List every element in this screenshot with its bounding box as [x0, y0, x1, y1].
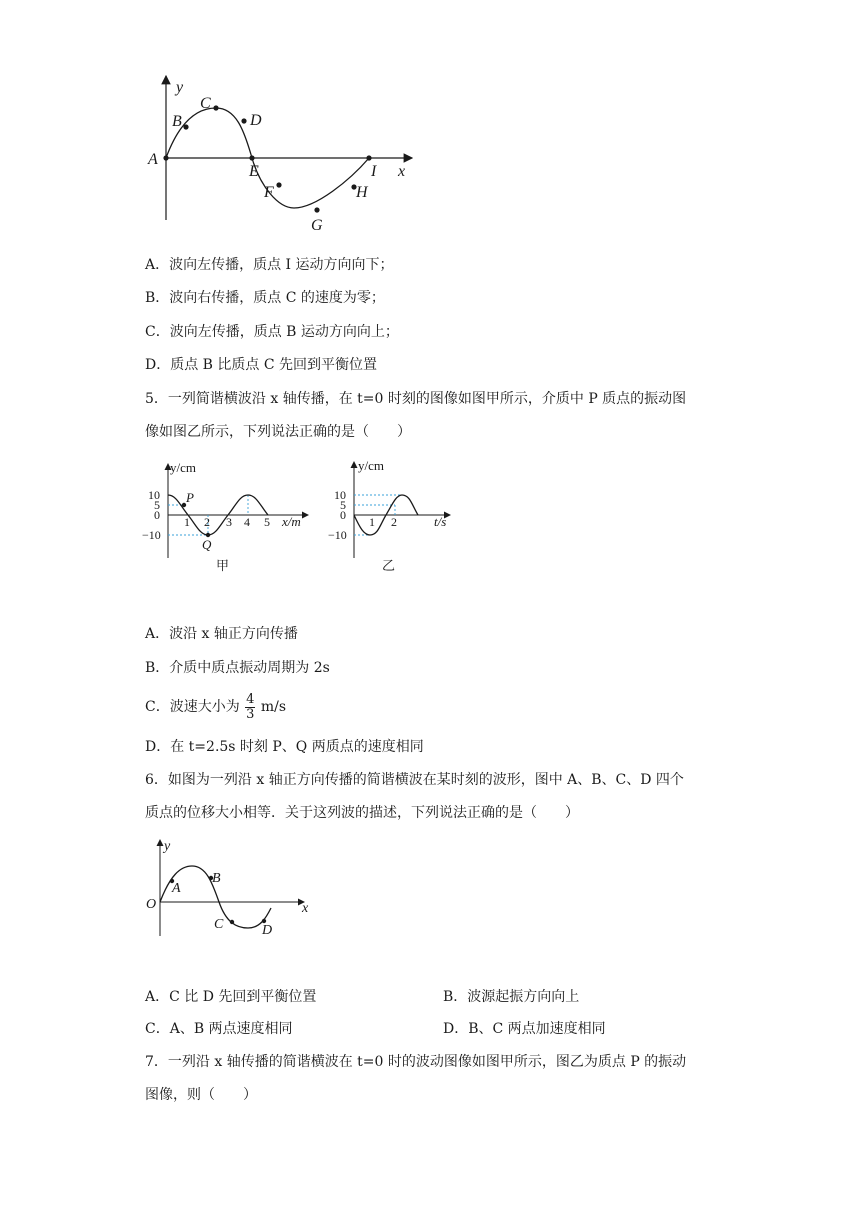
figure-label: y [164, 839, 171, 854]
q4-option-b: B．波向右传播，质点 C 的速度为零； [145, 290, 385, 306]
figure-label: 乙 [382, 558, 396, 573]
fraction-denominator: 3 [246, 706, 255, 722]
figure-label: P [186, 490, 194, 505]
point-E-label: E [249, 163, 259, 180]
figure-label: 10 [334, 488, 346, 502]
x-label: x [398, 163, 406, 180]
q4-option-c: C．波向左传播，质点 B 运动方向向上； [145, 324, 399, 340]
q5-option-c-prefix: C．波速大小为 [145, 699, 240, 715]
figure-label: 5 [154, 498, 160, 512]
point-G-label: G [311, 217, 323, 234]
figure-label: 2 [391, 515, 397, 529]
point-F-label: F [264, 184, 274, 201]
q4-option-d: D．质点 B 比质点 C 先回到平衡位置 [145, 357, 378, 373]
q5-stem-line2: 像如图乙所示，下列说法正确的是（ ） [145, 424, 411, 440]
figure-label: 3 [226, 515, 232, 529]
q5-option-d: D．在 t=2.5s 时刻 P、Q 两质点的速度相同 [145, 739, 424, 755]
q6-option-d: D．B、C 两点加速度相同 [443, 1021, 606, 1037]
wave-figure-jia [140, 458, 315, 578]
figure-label: x [302, 901, 309, 916]
point-H-label: H [356, 184, 368, 201]
fraction-numerator: 4 [246, 691, 255, 707]
point-I-label: I [371, 163, 377, 180]
figure-label: 5 [340, 498, 346, 512]
q7-stem-line2: 图像，则（ ） [145, 1087, 257, 1103]
point-B-label: B [172, 113, 182, 130]
figure-label: O [146, 897, 157, 912]
figure-label: Q [202, 537, 212, 552]
figure-label: A [172, 881, 181, 896]
figure-label: D [262, 923, 273, 938]
q6-option-a: A．C 比 D 先回到平衡位置 [145, 989, 317, 1005]
figure-label: 10 [148, 488, 160, 502]
figure-label: t/s [434, 514, 447, 529]
figure-label: 1 [184, 515, 190, 529]
q5-option-c [145, 690, 286, 724]
q6-stem-line1: 6．如图为一列沿 x 轴正方向传播的简谐横波在某时刻的波形，图中 A、B、C、D 四个 [145, 772, 684, 788]
q6-stem-line2: 质点的位移大小相等．关于这列波的描述，下列说法正确的是（ ） [145, 805, 579, 821]
q5-option-c-unit: m/s [260, 699, 287, 715]
figure-label: B [212, 871, 221, 886]
figure-label: −10 [328, 528, 347, 542]
figure-label: y/cm [358, 458, 384, 473]
q7-stem-line1: 7．一列沿 x 轴传播的简谐横波在 t=0 时的波动图像如图甲所示，图乙为质点 P 的振动 [145, 1054, 687, 1070]
q5-stem-line1: 5．一列简谐横波沿 x 轴传播，在 t=0 时刻的图像如图甲所示，介质中 P 质点的振动图 [145, 391, 687, 407]
vibration-figure-yi [318, 458, 458, 578]
figure-label: 2 [204, 515, 210, 529]
figure-label: C [214, 917, 224, 932]
figure-label: 4 [244, 515, 250, 529]
point-A-label: A [148, 151, 158, 168]
q6-option-c: C．A、B 两点速度相同 [145, 1021, 293, 1037]
q5-option-b: B．介质中质点振动周期为 2s [145, 660, 330, 676]
q6-option-b: B．波源起振方向向上 [443, 989, 580, 1005]
y-label: y [176, 79, 184, 96]
q5-option-a: A．波沿 x 轴正方向传播 [145, 626, 298, 642]
figure-label: 甲 [216, 558, 230, 573]
figure-label: y/cm [170, 460, 196, 475]
point-D-label: D [250, 112, 262, 129]
point-C-label: C [200, 95, 211, 112]
wave-figure-q6 [140, 836, 320, 946]
figure-label: −10 [142, 528, 161, 542]
figure-label: 0 [154, 508, 160, 522]
figure-label: 5 [264, 515, 270, 529]
figure-label: 1 [369, 515, 375, 529]
figure-label: 0 [340, 508, 346, 522]
fraction [245, 693, 255, 722]
wave-figure-1 [140, 70, 430, 240]
figure-label: x/m [282, 514, 301, 529]
q4-option-a: A．波向左传播，质点 I 运动方向向下； [145, 257, 394, 273]
